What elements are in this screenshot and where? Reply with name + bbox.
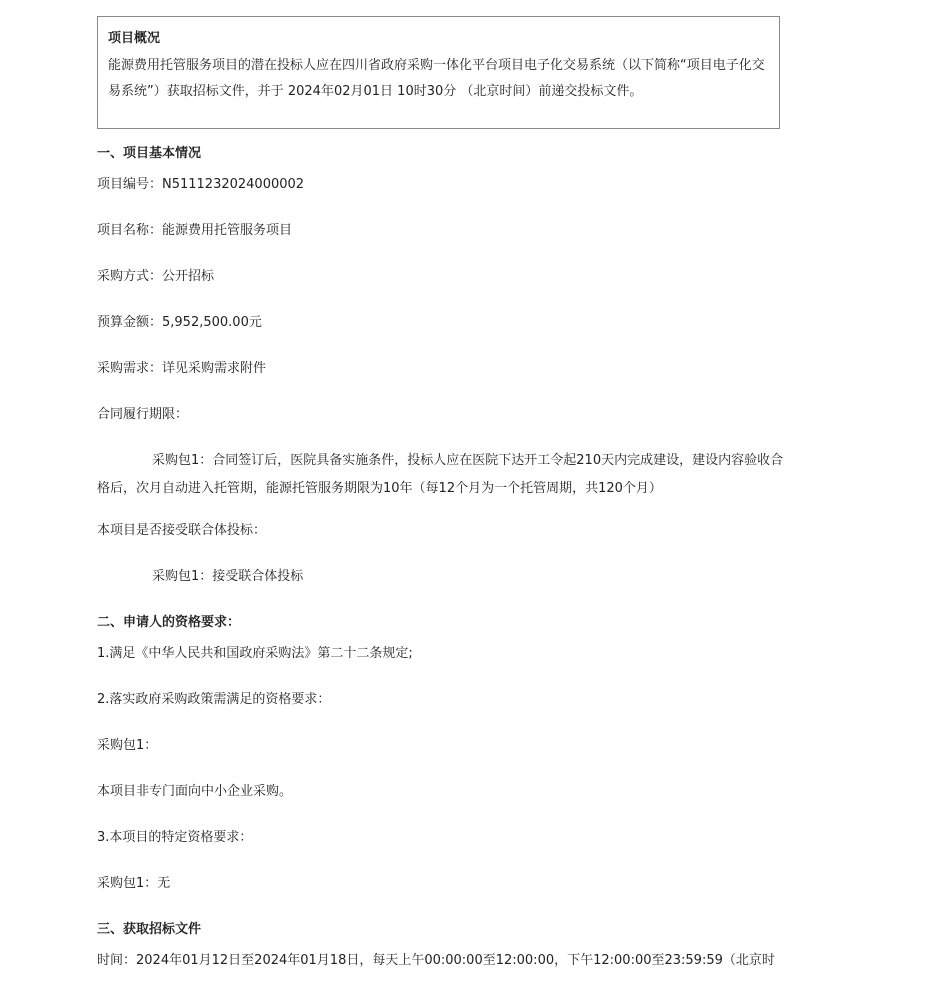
qualification-item-2: 2.落实政府采购政策需满足的资格要求： bbox=[97, 692, 331, 707]
consortium-package: 采购包1：接受联合体投标 bbox=[152, 569, 304, 584]
section-2-heading: 二、申请人的资格要求： bbox=[97, 615, 241, 630]
qualification-item-2-package: 采购包1： bbox=[97, 738, 158, 753]
section-1-heading: 一、项目基本情况 bbox=[97, 146, 202, 161]
qualification-item-1: 1.满足《中华人民共和国政府采购法》第二十二条规定; bbox=[97, 646, 413, 661]
qualification-item-3: 3.本项目的特定资格要求： bbox=[97, 830, 253, 845]
budget-amount: 预算金额：5,952,500.00元 bbox=[97, 315, 262, 330]
summary-title: 项目概况 bbox=[108, 31, 161, 46]
document-acquisition-time: 时间：2024年01月12日至2024年01月18日，每天上午00:00:00至12:00:00，下午12:00:00至23:59:59（北京时 bbox=[97, 953, 775, 968]
project-name: 项目名称：能源费用托管服务项目 bbox=[97, 223, 293, 238]
qualification-item-3-package: 采购包1：无 bbox=[97, 876, 171, 891]
consortium-label: 本项目是否接受联合体投标： bbox=[97, 523, 267, 538]
project-number: 项目编号：N5111232024000002 bbox=[97, 177, 305, 192]
section-3-heading: 三、获取招标文件 bbox=[97, 922, 202, 937]
summary-text: 能源费用托管服务项目的潜在投标人应在四川省政府采购一体化平台项目电子化交易系统（以下简称“项目电子化交易系统”）获取招标文件，并于 2024年02月01日 10时30分 （北京时间）前递交投标文件。 bbox=[108, 58, 765, 99]
contract-term-package: 采购包1：合同签订后，医院具备实施条件，投标人应在医院下达开工令起210天内完成建设，建设内容验收合格后，次月自动进入托管期，能源托管服务期限为10年（每12个月为一个托管周期，共120个月） bbox=[97, 453, 784, 496]
announcement-content bbox=[97, 16, 787, 971]
procurement-demand: 采购需求：详见采购需求附件 bbox=[97, 361, 267, 376]
project-summary-box bbox=[97, 16, 780, 129]
contract-term-label: 合同履行期限： bbox=[97, 407, 189, 422]
qualification-item-2-note: 本项目非专门面向中小企业采购。 bbox=[97, 784, 293, 799]
procurement-method: 采购方式：公开招标 bbox=[97, 269, 215, 284]
